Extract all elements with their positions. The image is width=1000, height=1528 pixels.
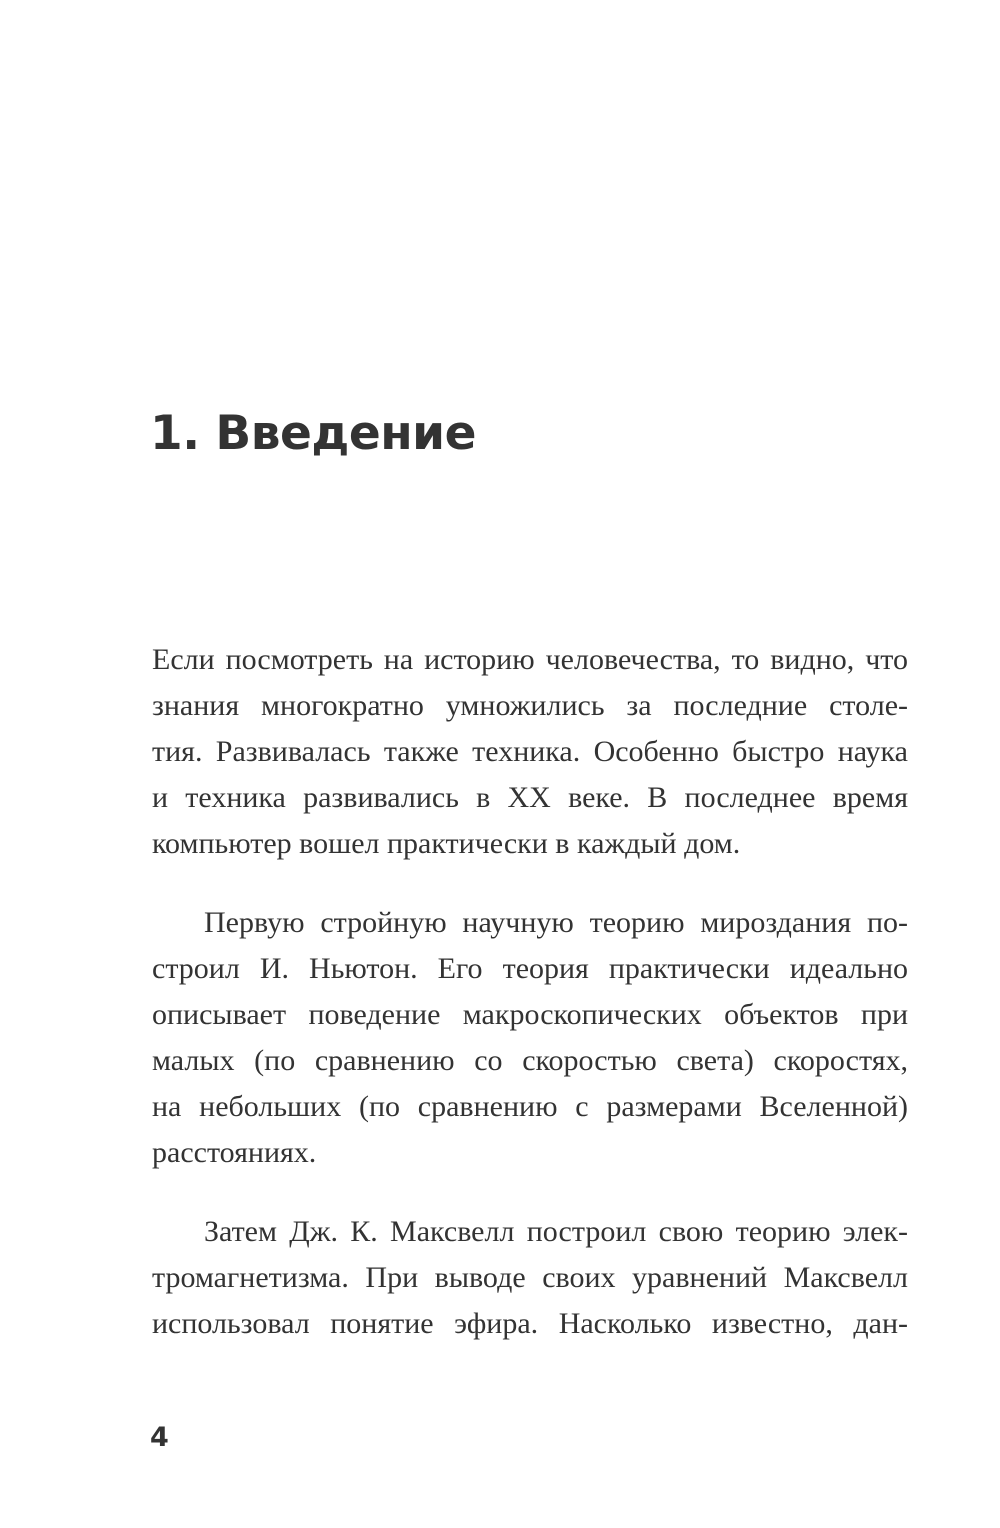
text-line: Первую стройную научную теорию мироздания по- [204,906,908,939]
body-text [152,637,908,1347]
text-line: знания многократно умножились за последние столе- [152,689,908,722]
text-line: Затем Дж. К. Максвелл построил свою теорию элек- [204,1215,908,1248]
text-line: на небольших (по сравнению с размерами Вселенной) [152,1090,908,1123]
text-line: тия. Развивалась также техника. Особенно быстро наука [152,735,908,768]
paragraph-gap [152,867,908,900]
text-line: использовал понятие эфира. Насколько известно, дан- [152,1307,908,1340]
text-line: малых (по сравнению со скоростью света) скоростях, [152,1044,908,1077]
paragraph-1 [152,637,908,867]
paragraph-gap [152,1176,908,1209]
paragraph-2 [152,900,908,1176]
text-line: и техника развивались в XX веке. В последнее время [152,781,908,814]
paragraph-3 [152,1209,908,1347]
text-line: тромагнетизма. При выводе своих уравнений Максвелл [152,1261,908,1294]
text-line: строил И. Ньютон. Его теория практически идеально [152,952,908,985]
text-line: расстояниях. [152,1136,317,1169]
page-number: 4 [150,1422,169,1453]
text-line: компьютер вошел практически в каждый дом. [152,827,741,860]
text-line: описывает поведение макроскопических объектов при [152,998,908,1031]
text-line: Если посмотреть на историю человечества, то видно, что [152,643,908,676]
chapter-title: 1. Введение [150,406,476,461]
